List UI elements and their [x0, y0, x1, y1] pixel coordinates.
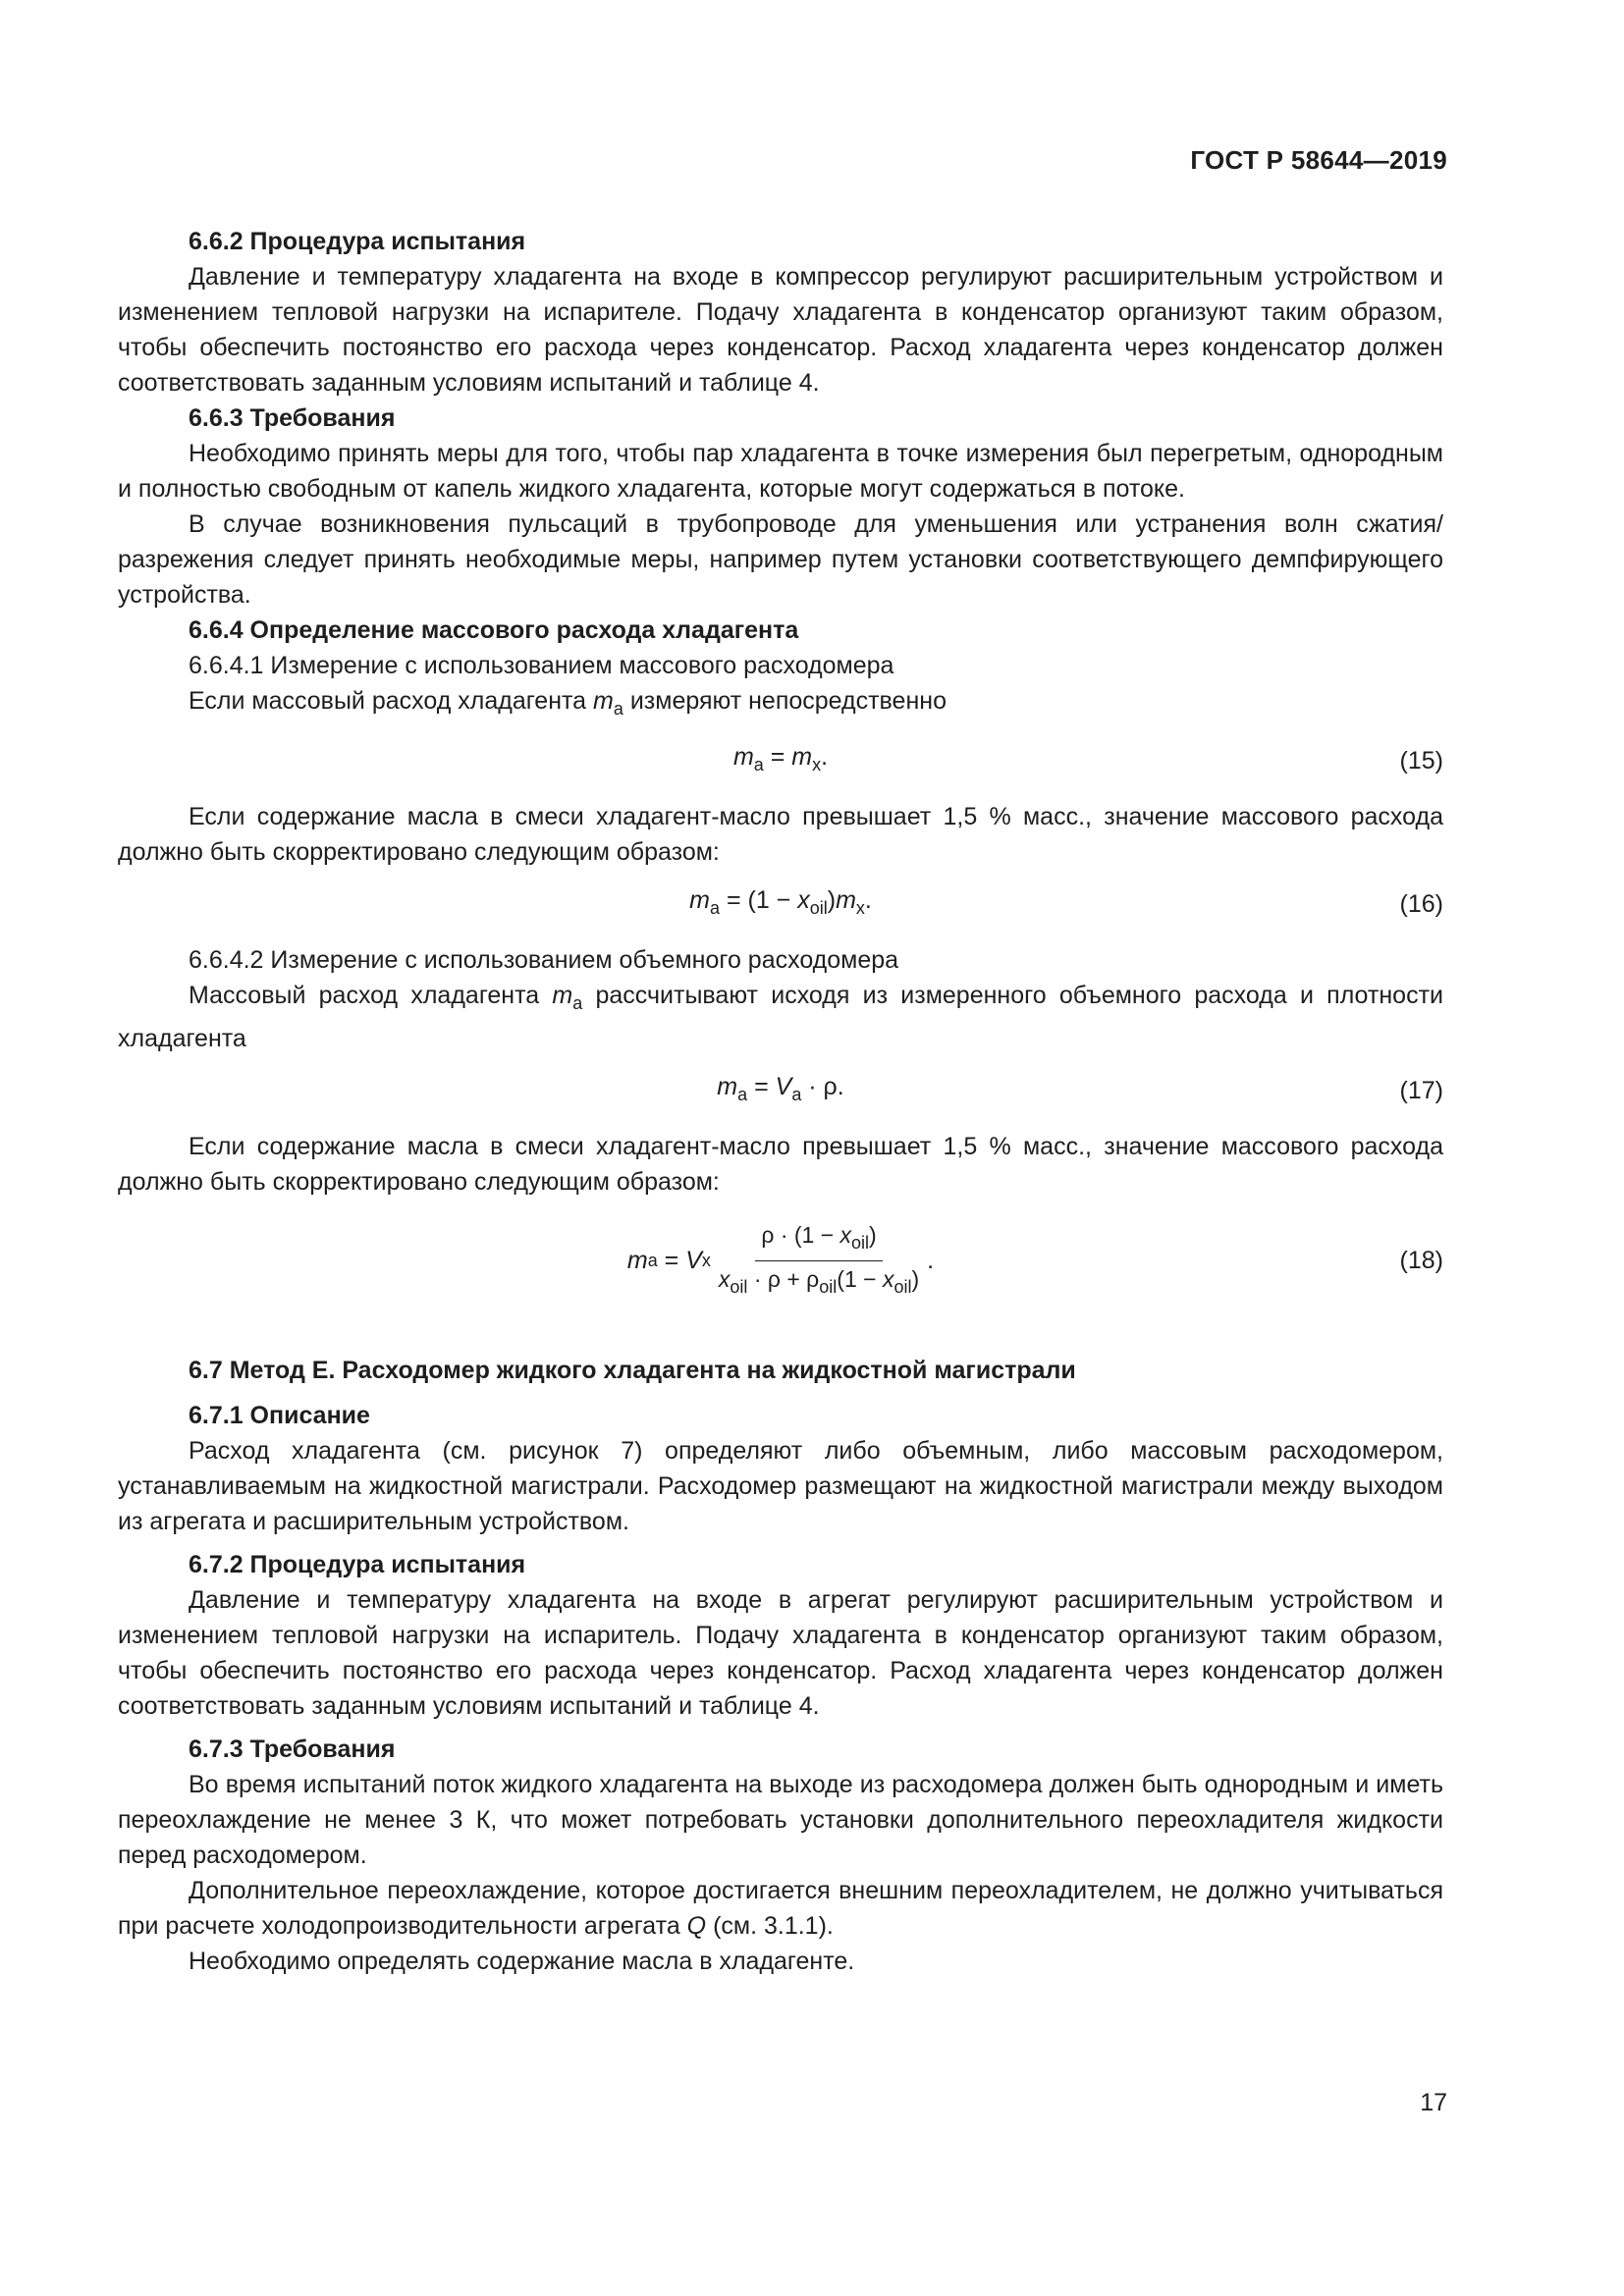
text-run: Массовый расход хладагента	[189, 982, 540, 1009]
page-number: 17	[1420, 2089, 1447, 2116]
equation-number: (17)	[1399, 1077, 1443, 1104]
symbol-q: Q	[686, 1912, 707, 1940]
document-body	[118, 224, 1443, 1979]
equation-body: $m_a = m_x$.	[732, 743, 829, 774]
text-run: (см. 3.1.1).	[713, 1912, 834, 1940]
equation-number: (16)	[1399, 890, 1443, 918]
paragraph: Если содержание масла в смеси хладагент-масло превышает 1,5 % масс., значение массового расхода должно быть скорректировано следующим образом:	[118, 803, 1443, 866]
document-header: ГОСТ Р 58644—2019	[1190, 145, 1447, 175]
equation-body: $m_a = (1 - x_{oil})m_x$.	[689, 886, 872, 918]
paragraph: Если содержание масла в смеси хладагент-масло превышает 1,5 % масс., значение массового расхода должно быть скорректировано следующим образом:	[118, 1133, 1443, 1196]
text-run: Если массовый расход хладагента	[189, 687, 587, 715]
equation-number: (18)	[1399, 1247, 1443, 1274]
equation-17	[118, 1062, 1443, 1119]
paragraph: Давление и температуру хладагента на входе в компрессор регулируют расширительным устройством и изменением тепловой нагрузки на испарителе. Подачу хладагента в конденсатор организуют таким образом, чтобы обеспечить постоянство его расхода через конденсатор. Расход хладагента через конденсатор должен соответствовать заданным условиям испытаний и таблице 4.	[118, 263, 1443, 397]
paragraph	[118, 1873, 1443, 1944]
paragraph: Необходимо принять меры для того, чтобы пар хладагента в точке измерения был перегретым, однородным и полностью свободным от капель жидкого хладагента, которые могут содержаться в потоке.	[118, 440, 1443, 503]
equation-body: m a = V x $\frac{\rho \cdot (1 - x_{oil})}{x_{oil} \cdot \rho + \rho_{oil}(1 - x_{oil})}$ .	[627, 1219, 934, 1303]
symbol-m: $m_a$	[552, 982, 583, 1013]
section-heading-6-6-2: 6.6.2 Процедура испытания	[189, 228, 526, 255]
symbol-m: $m_a$	[593, 687, 623, 719]
paragraph	[118, 978, 1443, 1056]
fraction	[713, 1219, 925, 1303]
paragraph: Давление и температуру хладагента на входе в агрегат регулируют расширительным устройством и изменением тепловой нагрузки на испаритель. Подачу хладагента в конденсатор организуют таким образом, чтобы обеспечить постоянство его расхода через конденсатор. Расход хладагента через конденсатор должен соответствовать заданным условиям испытаний и таблице 4.	[118, 1586, 1443, 1720]
text-run: рассчитывают исходя из измеренного объемного расхода и плотности хладагента	[118, 982, 1443, 1052]
paragraph: В случае возникновения пульсаций в трубопроводе для уменьшения или устранения волн сжатия/разрежения следует принять необходимые меры, например путем установки соответствующего демпфирующего устройства.	[118, 510, 1443, 609]
fraction-numerator: $\rho \cdot (1 - x_{oil})$	[755, 1219, 882, 1261]
text-run: измеряют непосредственно	[629, 687, 947, 715]
equation-number: (15)	[1399, 747, 1443, 774]
paragraph: Во время испытаний поток жидкого хладагента на выходе из расходомера должен быть однородным и иметь переохлаждение не менее 3 К, что может потребовать установки дополнительного переохладителя жидкости перед расходомером.	[118, 1771, 1443, 1869]
section-heading-6-6-4: 6.6.4 Определение массового расхода хладагента	[189, 616, 799, 644]
section-heading-6-7: 6.7 Метод Е. Расходомер жидкого хладагента на жидкостной магистрали	[189, 1357, 1076, 1384]
text-run: Дополнительное переохлаждение, которое достигается внешним переохладителем, не должно учитываться при расчете холодопроизводительности агрегата	[118, 1877, 1443, 1940]
paragraph	[118, 683, 1443, 726]
paragraph: Расход хладагента (см. рисунок 7) определяют либо объемным, либо массовым расходомером, устанавливаемым на жидкостной магистрали. Расходомер размещают на жидкостной магистрали между выходом из агрегата и расширительным устройством.	[118, 1437, 1443, 1535]
subsection-heading-6-6-4-2: 6.6.4.2 Измерение с использованием объемного расходомера	[189, 946, 899, 974]
equation-18	[118, 1213, 1443, 1308]
section-heading-6-7-3: 6.7.3 Требования	[189, 1735, 396, 1763]
equation-16	[118, 876, 1443, 933]
equation-body: $m_a = V_a \cdot \rho$.	[717, 1073, 844, 1104]
subsection-heading-6-6-4-1: 6.6.4.1 Измерение с использованием массового расходомера	[189, 652, 894, 679]
section-heading-6-7-2: 6.7.2 Процедура испытания	[189, 1551, 526, 1578]
equation-15	[118, 732, 1443, 789]
section-heading-6-7-1: 6.7.1 Описание	[189, 1402, 370, 1429]
fraction-denominator: $x_{oil} \cdot \rho + \rho_{oil}(1 - x_{oil})$	[718, 1265, 920, 1297]
paragraph: Необходимо определять содержание масла в хладагенте.	[189, 1948, 855, 1975]
section-heading-6-6-3: 6.6.3 Требования	[189, 404, 396, 432]
